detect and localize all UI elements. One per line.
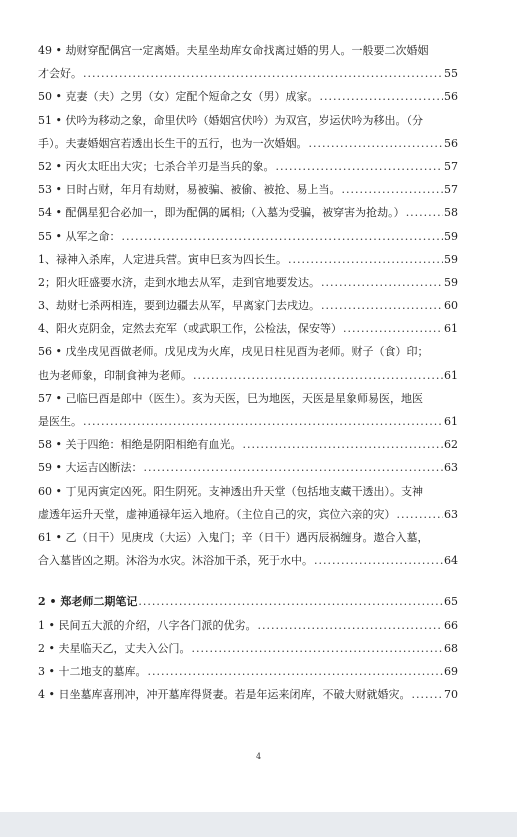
toc-page-number: 62 bbox=[444, 438, 458, 452]
toc-entry-text: 手）。夫妻婚姻宫若透出长生干的五行，也为一次婚姻。 bbox=[38, 136, 308, 150]
toc-page-number: 59 bbox=[444, 275, 458, 289]
toc-entry-text: 56 • 戊坐戌见酉做老师。戊见戌为火库，戌见日柱见酉为老师。财子（食）印； bbox=[38, 345, 429, 359]
toc-entry-text: 52 • 丙火太旺出大灾；七杀合羊刃是当兵的象。 bbox=[38, 159, 275, 173]
toc-page-number: 64 bbox=[444, 554, 458, 568]
toc-entry[interactable] bbox=[38, 135, 458, 158]
toc-dot-leader bbox=[411, 688, 443, 701]
toc-page-number: 57 bbox=[444, 183, 458, 197]
toc-entry-text: 2 • 郑老师二期笔记 bbox=[38, 595, 138, 609]
toc-entry-text: 50 • 克妻（夫）之男（女）定配个短命之女（男）成家。 bbox=[38, 90, 319, 104]
toc-dot-leader bbox=[343, 322, 443, 335]
toc-dot-leader bbox=[319, 90, 443, 103]
toc-page-number: 55 bbox=[444, 67, 458, 81]
toc-entry[interactable] bbox=[38, 204, 458, 227]
toc-entry[interactable] bbox=[38, 459, 458, 482]
toc-entry-text: 1 • 民间五大派的介绍，八字各门派的优劣。 bbox=[38, 618, 257, 632]
toc-dot-leader bbox=[314, 554, 443, 567]
toc-dot-leader bbox=[138, 595, 443, 608]
toc-dot-leader bbox=[397, 508, 444, 521]
toc-entry-text: 58 • 关于四绝：相绝是阴阳相绝有血光。 bbox=[38, 438, 242, 452]
toc-entry-text: 49 • 劫财穿配偶宫一定离婚。夫星坐劫库女命找离过婚的男人。一般要二次婚姻 bbox=[38, 44, 429, 57]
toc-entry-text: 2 • 夫星临天乙，丈夫入公门。 bbox=[38, 641, 191, 655]
toc-page-number: 61 bbox=[444, 415, 458, 428]
toc-entry[interactable] bbox=[38, 158, 458, 181]
toc-entry[interactable] bbox=[38, 181, 458, 204]
toc-page-number: 59 bbox=[444, 229, 458, 243]
toc-entry-text: 是医生。 bbox=[38, 415, 82, 428]
toc-entry-text: 1、禄神入杀库，人定进兵营。寅申巳亥为四长生。 bbox=[38, 252, 287, 266]
toc-entry-text: 57 • 己临巳酉是郎中（医生）。亥为天医，巳为地医，天医是星象师易医，地医 bbox=[38, 391, 423, 405]
toc-entry-text: 合入墓皆凶之期。沐浴为水灾。沐浴加干杀，死于水中。 bbox=[38, 554, 313, 568]
toc-page-number: 61 bbox=[444, 322, 458, 336]
toc-entry[interactable] bbox=[38, 274, 458, 297]
toc-page-number: 56 bbox=[444, 90, 458, 104]
toc-entry[interactable] bbox=[38, 65, 458, 88]
toc-entry-text: 3 • 十二地支的墓库。 bbox=[38, 664, 147, 678]
toc-entry-text: 4、阳火克阴金，定然去充军（或武职工作，公检法，保安等） bbox=[38, 322, 342, 336]
toc-page-number: 61 bbox=[444, 368, 458, 382]
toc-entry[interactable] bbox=[38, 483, 458, 506]
toc-entry[interactable] bbox=[38, 663, 458, 686]
toc-dot-leader bbox=[275, 160, 443, 173]
toc-entry[interactable] bbox=[38, 42, 458, 65]
toc-page-number: 66 bbox=[444, 618, 458, 632]
toc-entry-text: 53 • 日时占财，年月有劫财，易被骗、被偷、被抢、易上当。 bbox=[38, 183, 341, 197]
toc-entry[interactable] bbox=[38, 320, 458, 343]
toc-dot-leader bbox=[83, 67, 443, 80]
toc-page-number: 59 bbox=[444, 252, 458, 266]
toc-entry[interactable] bbox=[38, 617, 458, 640]
toc-dot-leader bbox=[321, 299, 443, 312]
toc-dot-leader bbox=[121, 230, 443, 243]
toc-entry[interactable] bbox=[38, 343, 458, 366]
toc-page-number: 69 bbox=[444, 664, 458, 678]
toc-dot-leader bbox=[147, 665, 443, 678]
toc-page-number: 56 bbox=[444, 136, 458, 150]
toc-entry[interactable] bbox=[38, 686, 458, 709]
toc-entry-text: 4 • 日坐墓库喜刑冲，冲开墓库得贤妻。若是年运来闭库，不破大财就婚灾。 bbox=[38, 688, 411, 702]
toc-page-number: 65 bbox=[444, 595, 458, 609]
toc-page-number: 63 bbox=[444, 507, 458, 521]
toc-entry[interactable] bbox=[38, 367, 458, 390]
toc-entry-text: 也为老师象，印制食神为老师。 bbox=[38, 368, 192, 382]
toc-dot-leader bbox=[288, 253, 443, 266]
toc-entry-text: 虚透年运升天堂，虚神通禄年运入地府。（主位自己的灾，宾位六亲的灾） bbox=[38, 507, 396, 521]
toc-page-number: 60 bbox=[444, 299, 458, 313]
toc-entry[interactable] bbox=[38, 112, 458, 135]
toc-entry-text: 61 • 乙（日干）见庚戌（大运）入鬼门；辛（日干）遇丙辰祸缠身。遨合入墓， bbox=[38, 530, 429, 544]
toc-dot-leader bbox=[242, 438, 443, 451]
toc-dot-leader bbox=[143, 461, 443, 474]
toc-entry[interactable] bbox=[38, 552, 458, 575]
toc-dot-leader bbox=[321, 276, 443, 289]
toc-entry[interactable] bbox=[38, 88, 458, 111]
page-number: 4 bbox=[255, 752, 262, 761]
toc-entry-text: 51 • 伏吟为移动之象，命里伏吟（婚姻宫伏吟）为双宫，岁运伏吟为移出。（分 bbox=[38, 113, 423, 127]
toc-entry-text: 55 • 从军之命： bbox=[38, 229, 121, 243]
toc-page-number: 70 bbox=[444, 688, 458, 702]
toc-dot-leader bbox=[406, 206, 443, 219]
toc-page-number: 63 bbox=[444, 461, 458, 475]
toc-section-heading[interactable] bbox=[38, 593, 458, 616]
toc-entry-text: 才会好。 bbox=[38, 67, 82, 81]
toc-dot-leader bbox=[257, 619, 443, 632]
toc-dot-leader bbox=[193, 369, 443, 382]
section-gap bbox=[38, 575, 458, 593]
toc-entry[interactable] bbox=[38, 640, 458, 663]
toc-entry-text: 2；阳火旺盛要水济，走到水地去从军，走到官地要发达。 bbox=[38, 275, 320, 289]
toc-dot-leader bbox=[309, 137, 444, 150]
toc-entry[interactable] bbox=[38, 390, 458, 413]
toc-page-number: 68 bbox=[444, 641, 458, 655]
toc-entry-text: 59 • 大运吉凶断法： bbox=[38, 461, 143, 475]
toc-entry[interactable] bbox=[38, 436, 458, 459]
toc-entry-text: 54 • 配偶星犯合必加一，即为配偶的属相;（入墓为受骗，被穿害为抢劫。） bbox=[38, 206, 405, 220]
viewer-footer-strip bbox=[0, 812, 517, 837]
toc-page-number: 57 bbox=[444, 159, 458, 173]
toc-entry[interactable] bbox=[38, 228, 458, 251]
table-of-contents bbox=[38, 42, 458, 709]
toc-entry[interactable] bbox=[38, 297, 458, 320]
toc-entry-text: 3、劫财七杀两相连，要到边疆去从军，早离家门去戌边。 bbox=[38, 299, 320, 313]
toc-dot-leader bbox=[191, 642, 443, 655]
toc-entry[interactable] bbox=[38, 413, 458, 436]
toc-dot-leader bbox=[341, 183, 443, 196]
toc-entry-text: 60 • 丁见丙寅定凶死。阳生阴死。支神透出升天堂（包括地支藏干透出）。支神 bbox=[38, 484, 423, 498]
toc-entry[interactable] bbox=[38, 251, 458, 274]
toc-dot-leader bbox=[83, 415, 443, 428]
toc-entry[interactable] bbox=[38, 529, 458, 552]
toc-page-number: 58 bbox=[444, 206, 458, 220]
toc-entry[interactable] bbox=[38, 506, 458, 529]
